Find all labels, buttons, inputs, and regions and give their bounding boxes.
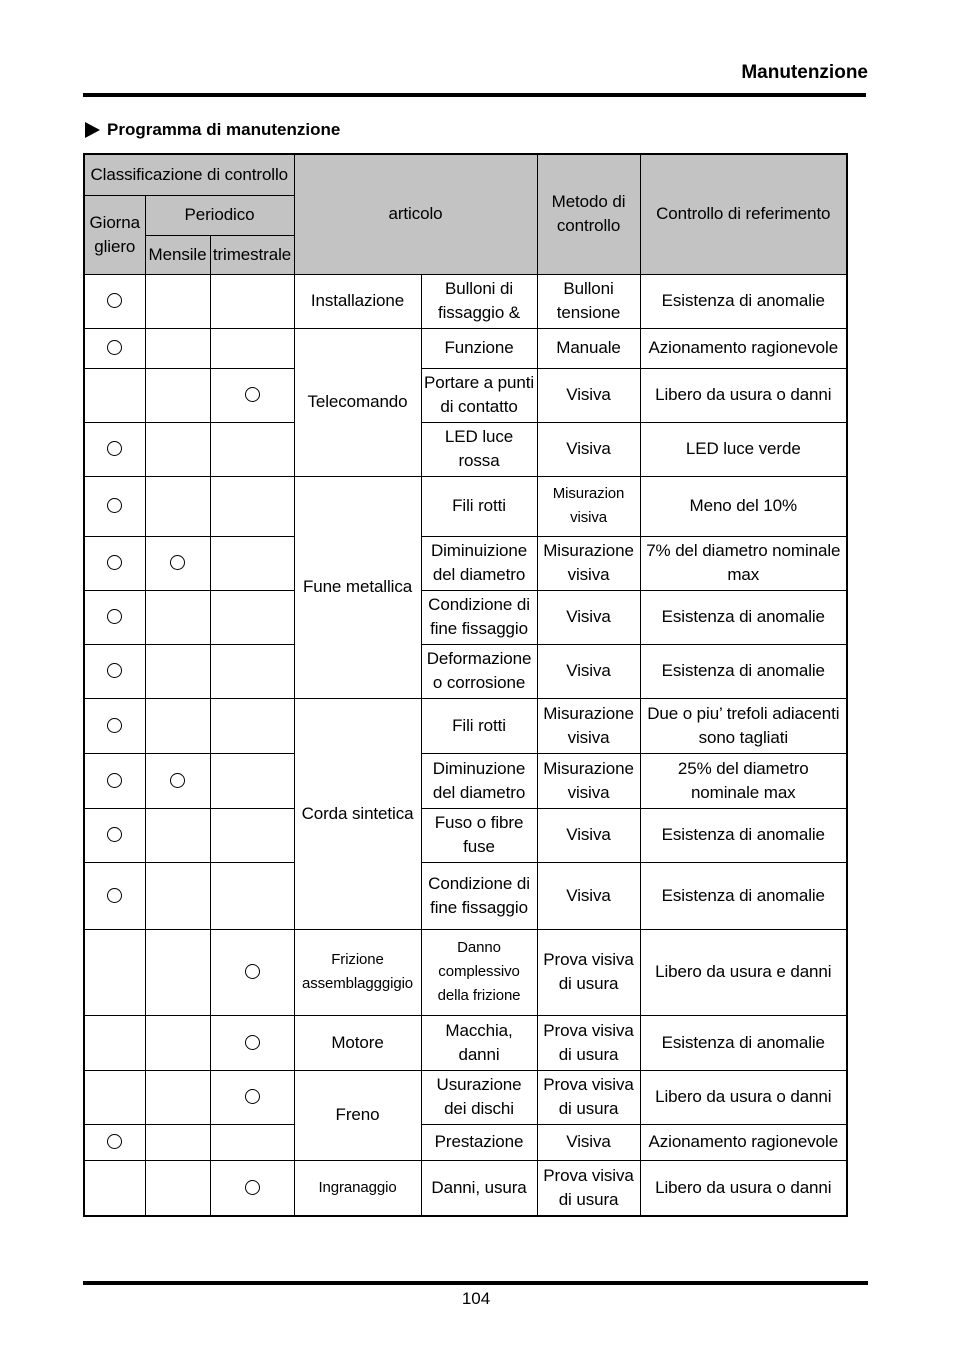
check-method-cell: Prova visiva di usura	[537, 1015, 640, 1070]
reference-cell: Azionamento ragionevole	[640, 328, 847, 368]
reference-cell: Libero da usura o danni	[640, 1160, 847, 1216]
quarterly-cell	[210, 536, 294, 590]
check-method-cell: Visiva	[537, 368, 640, 422]
monthly-cell	[145, 422, 210, 476]
monthly-cell	[145, 274, 210, 328]
section-heading	[85, 119, 340, 141]
check-method-cell: Prova visiva di usura	[537, 1070, 640, 1124]
circle-mark-icon	[107, 1134, 122, 1149]
daily-cell	[84, 1070, 145, 1124]
reference-cell: Libero da usura o danni	[640, 368, 847, 422]
header-monthly: Mensile	[145, 235, 210, 274]
circle-mark-icon	[245, 1180, 260, 1195]
check-item-cell: Danni, usura	[421, 1160, 537, 1216]
monthly-cell	[145, 1160, 210, 1216]
monthly-cell	[145, 476, 210, 536]
circle-mark-icon	[107, 498, 122, 513]
check-item-cell: Condizione di fine fissaggio	[421, 862, 537, 929]
check-method-cell: Bulloni tensione	[537, 274, 640, 328]
table-row	[84, 274, 847, 328]
header-rule	[83, 93, 866, 97]
table-row	[84, 808, 847, 862]
table-row	[84, 753, 847, 808]
check-method-cell: Misurazione visiva	[537, 753, 640, 808]
daily-cell	[84, 274, 145, 328]
section-heading-text: Programma di manutenzione	[107, 120, 341, 139]
component-cell: Fune metallica	[294, 476, 421, 698]
daily-cell	[84, 1160, 145, 1216]
table-row	[84, 536, 847, 590]
monthly-cell	[145, 328, 210, 368]
component-cell: Corda sintetica	[294, 698, 421, 929]
reference-cell: Due o piu’ trefoli adiacenti sono tagliati	[640, 698, 847, 753]
check-method-cell: Visiva	[537, 590, 640, 644]
circle-mark-icon	[107, 663, 122, 678]
quarterly-cell	[210, 1015, 294, 1070]
quarterly-cell	[210, 644, 294, 698]
quarterly-cell	[210, 862, 294, 929]
quarterly-cell	[210, 1124, 294, 1160]
reference-cell: Esistenza di anomalie	[640, 1015, 847, 1070]
maintenance-schedule-table	[83, 153, 848, 1217]
daily-cell	[84, 1015, 145, 1070]
component-cell: Installazione	[294, 274, 421, 328]
daily-cell	[84, 536, 145, 590]
quarterly-cell	[210, 929, 294, 1015]
table-row	[84, 929, 847, 1015]
monthly-cell	[145, 862, 210, 929]
check-item-cell: Diminuizione del diametro	[421, 536, 537, 590]
quarterly-cell	[210, 698, 294, 753]
circle-mark-icon	[107, 888, 122, 903]
component-cell: Ingranaggio	[294, 1160, 421, 1216]
circle-mark-icon	[170, 773, 185, 788]
check-item-cell: Fuso o fibre fuse	[421, 808, 537, 862]
daily-cell	[84, 328, 145, 368]
table-row	[84, 476, 847, 536]
daily-cell	[84, 368, 145, 422]
monthly-cell	[145, 753, 210, 808]
check-method-cell: Manuale	[537, 328, 640, 368]
component-cell: Freno	[294, 1070, 421, 1160]
quarterly-cell	[210, 274, 294, 328]
table-row	[84, 644, 847, 698]
check-method-cell: Prova visiva di usura	[537, 1160, 640, 1216]
check-item-cell: Usurazione dei dischi	[421, 1070, 537, 1124]
reference-cell: Meno del 10%	[640, 476, 847, 536]
reference-cell: Esistenza di anomalie	[640, 862, 847, 929]
daily-cell	[84, 422, 145, 476]
daily-cell	[84, 753, 145, 808]
quarterly-cell	[210, 1070, 294, 1124]
check-method-cell: Misurazion visiva	[537, 476, 640, 536]
check-item-cell: Fili rotti	[421, 698, 537, 753]
check-method-cell: Visiva	[537, 1124, 640, 1160]
check-item-cell: Diminuzione del diametro	[421, 753, 537, 808]
check-item-cell: Prestazione	[421, 1124, 537, 1160]
circle-mark-icon	[107, 340, 122, 355]
footer-rule	[83, 1281, 868, 1285]
table-row	[84, 590, 847, 644]
reference-cell: 7% del diametro nominale max	[640, 536, 847, 590]
circle-mark-icon	[107, 293, 122, 308]
reference-cell: Libero da usura o danni	[640, 1070, 847, 1124]
component-cell: Telecomando	[294, 328, 421, 476]
monthly-cell	[145, 644, 210, 698]
monthly-cell	[145, 1124, 210, 1160]
monthly-cell	[145, 536, 210, 590]
check-method-cell: Prova visiva di usura	[537, 929, 640, 1015]
table-row	[84, 1015, 847, 1070]
circle-mark-icon	[245, 1089, 260, 1104]
daily-cell	[84, 644, 145, 698]
circle-mark-icon	[245, 964, 260, 979]
circle-mark-icon	[107, 773, 122, 788]
check-item-cell: Funzione	[421, 328, 537, 368]
page-section-title: Manutenzione	[741, 62, 868, 83]
circle-mark-icon	[245, 387, 260, 402]
quarterly-cell	[210, 476, 294, 536]
check-item-cell: Deformazione o corrosione	[421, 644, 537, 698]
table-row	[84, 1070, 847, 1124]
header-row	[84, 154, 847, 195]
table-row	[84, 1124, 847, 1160]
circle-mark-icon	[245, 1035, 260, 1050]
check-method-cell: Visiva	[537, 644, 640, 698]
reference-cell: 25% del diametro nominale max	[640, 753, 847, 808]
circle-mark-icon	[107, 555, 122, 570]
daily-cell	[84, 929, 145, 1015]
circle-mark-icon	[107, 609, 122, 624]
daily-cell	[84, 808, 145, 862]
reference-cell: Esistenza di anomalie	[640, 644, 847, 698]
reference-cell: Libero da usura e danni	[640, 929, 847, 1015]
check-item-cell: Fili rotti	[421, 476, 537, 536]
component-cell: Motore	[294, 1015, 421, 1070]
quarterly-cell	[210, 422, 294, 476]
header-quarterly: trimestrale	[210, 235, 294, 274]
table-row	[84, 368, 847, 422]
check-item-cell: LED luce rossa	[421, 422, 537, 476]
check-item-cell: Condizione di fine fissaggio	[421, 590, 537, 644]
monthly-cell	[145, 1070, 210, 1124]
monthly-cell	[145, 808, 210, 862]
header-periodic: Periodico	[145, 195, 294, 235]
circle-mark-icon	[107, 441, 122, 456]
daily-cell	[84, 1124, 145, 1160]
reference-cell: LED luce verde	[640, 422, 847, 476]
table-row	[84, 862, 847, 929]
daily-cell	[84, 698, 145, 753]
monthly-cell	[145, 1015, 210, 1070]
check-item-cell: Macchia, danni	[421, 1015, 537, 1070]
daily-cell	[84, 590, 145, 644]
header-item: articolo	[294, 154, 537, 274]
table-row	[84, 1160, 847, 1216]
table-row	[84, 422, 847, 476]
quarterly-cell	[210, 590, 294, 644]
check-item-cell: Portare a punti di contatto	[421, 368, 537, 422]
circle-mark-icon	[107, 827, 122, 842]
monthly-cell	[145, 368, 210, 422]
component-cell: Frizione assemblagggigio	[294, 929, 421, 1015]
quarterly-cell	[210, 1160, 294, 1216]
check-method-cell: Visiva	[537, 862, 640, 929]
page-number: 104	[461, 1289, 491, 1308]
daily-cell	[84, 862, 145, 929]
header-reference: Controllo di referimento	[640, 154, 847, 274]
reference-cell: Azionamento ragionevole	[640, 1124, 847, 1160]
circle-mark-icon	[170, 555, 185, 570]
quarterly-cell	[210, 368, 294, 422]
table-row	[84, 328, 847, 368]
reference-cell: Esistenza di anomalie	[640, 590, 847, 644]
check-item-cell: Danno complessivo della frizione	[421, 929, 537, 1015]
reference-cell: Esistenza di anomalie	[640, 274, 847, 328]
check-method-cell: Visiva	[537, 808, 640, 862]
circle-mark-icon	[107, 718, 122, 733]
check-method-cell: Misurazione visiva	[537, 536, 640, 590]
monthly-cell	[145, 590, 210, 644]
check-method-cell: Visiva	[537, 422, 640, 476]
table-row	[84, 698, 847, 753]
header-classification: Classificazione di controllo	[84, 154, 294, 195]
monthly-cell	[145, 698, 210, 753]
triangle-bullet-icon	[85, 122, 100, 138]
monthly-cell	[145, 929, 210, 1015]
check-method-cell: Misurazione visiva	[537, 698, 640, 753]
daily-cell	[84, 476, 145, 536]
quarterly-cell	[210, 753, 294, 808]
header-daily: Giorna gliero	[84, 195, 145, 274]
check-item-cell: Bulloni di fissaggio &	[421, 274, 537, 328]
reference-cell: Esistenza di anomalie	[640, 808, 847, 862]
header-method: Metodo di controllo	[537, 154, 640, 274]
quarterly-cell	[210, 808, 294, 862]
quarterly-cell	[210, 328, 294, 368]
